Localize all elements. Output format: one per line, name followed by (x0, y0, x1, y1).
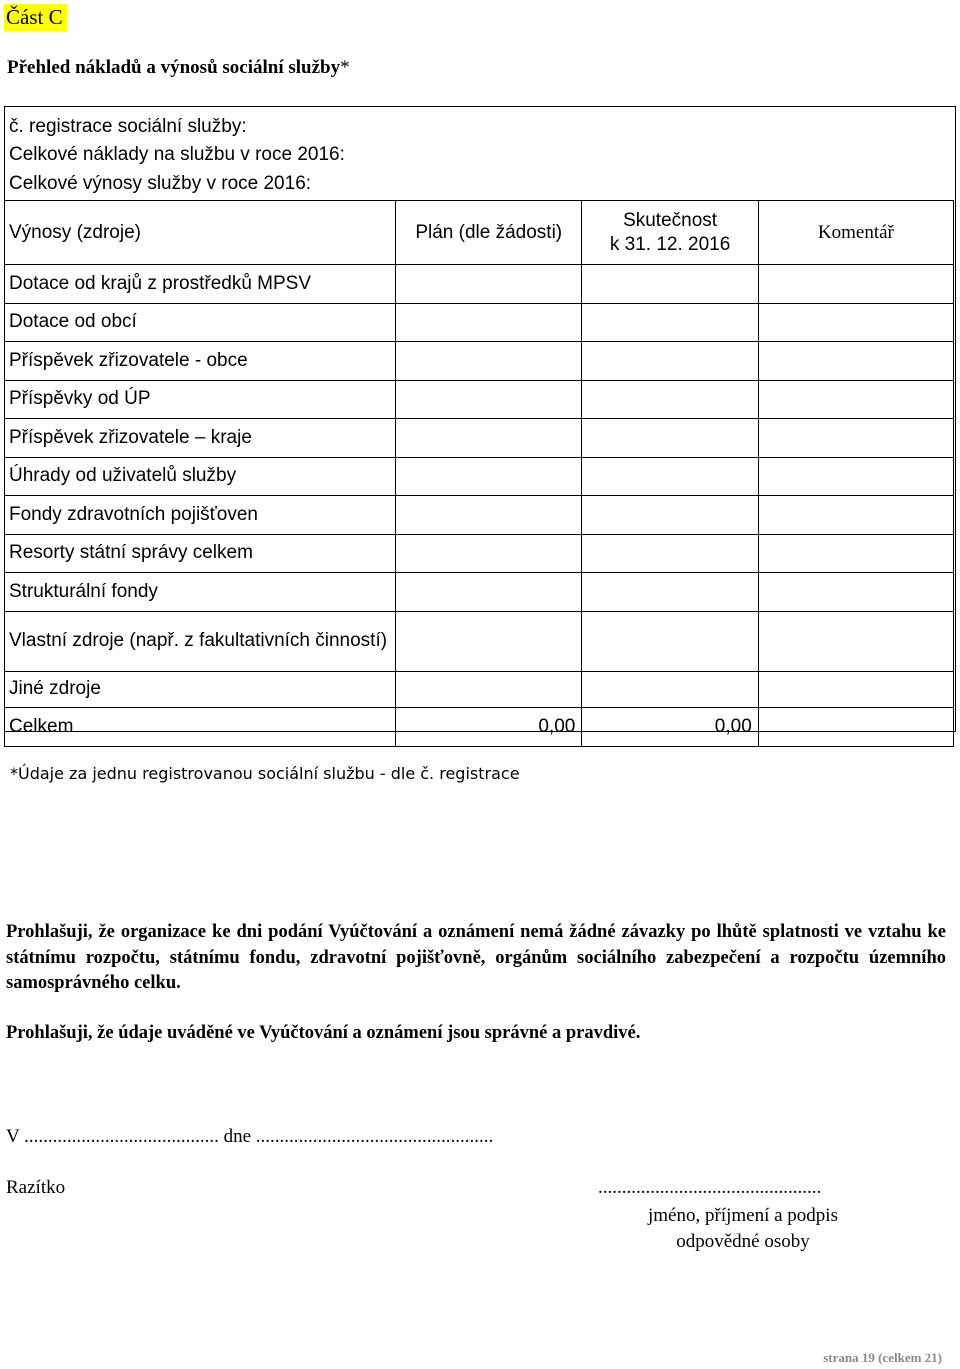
header-plan: Plán (dle žádosti) (396, 201, 582, 265)
table-row (5, 671, 954, 707)
signature-caption-line1: jméno, příjmení a podpis (648, 1205, 838, 1226)
plan-cell[interactable] (396, 671, 582, 707)
plan-cell[interactable] (396, 496, 582, 535)
plan-cell[interactable] (396, 265, 582, 304)
signature-caption-line2: odpovědné osoby (676, 1231, 810, 1252)
header-actual-line2: k 31. 12. 2016 (609, 233, 731, 255)
comment-cell[interactable] (758, 457, 953, 496)
comment-cell[interactable] (758, 265, 953, 304)
plan-cell[interactable] (396, 573, 582, 612)
header-actual-line1: Skutečnost (623, 209, 718, 231)
table-row (5, 303, 954, 342)
row-label: Dotace od krajů z prostředků MPSV (5, 265, 396, 304)
actual-cell[interactable] (582, 419, 758, 458)
comment-cell[interactable] (758, 534, 953, 573)
table-row (5, 380, 954, 419)
page-title-text: Přehled nákladů a výnosů sociální služby (7, 57, 341, 78)
plan-cell[interactable] (396, 457, 582, 496)
table-row (5, 342, 954, 381)
page-number: strana 19 (celkem 21) (823, 1350, 942, 1365)
table-row (5, 496, 954, 535)
part-label: Část C (4, 4, 67, 31)
table-row (5, 573, 954, 612)
row-label: Úhrady od uživatelů služby (5, 457, 396, 496)
actual-cell[interactable] (582, 342, 758, 381)
registration-number-label: č. registrace sociální služby: (9, 116, 247, 137)
stamp-label: Razítko (6, 1177, 66, 1198)
table-header-row (5, 201, 954, 265)
row-label: Příspěvek zřizovatele - obce (5, 342, 396, 381)
actual-cell[interactable] (582, 534, 758, 573)
total-costs-label: Celkové náklady na službu v roce 2016: (9, 144, 345, 165)
total-plan-value: 0,00 (396, 707, 582, 746)
comment-cell[interactable] (758, 303, 953, 342)
row-label: Strukturální fondy (5, 573, 396, 612)
actual-cell[interactable] (582, 611, 758, 671)
declaration-obligations: Prohlašuji, že organizace ke dni podání Vyúčtování a oznámení nemá žádné závazky po lhůtě splatnosti ve vztahu ke státnímu rozpočtu, státnímu fondu, zdravotní pojišťovně, orgánům sociálního zabezpečení a rozpočtu územního samosprávného celku. (6, 922, 946, 993)
row-label: Fondy zdravotních pojišťoven (5, 496, 396, 535)
row-label: Příspěvek zřizovatele – kraje (5, 419, 396, 458)
row-label: Dotace od obcí (5, 303, 396, 342)
total-label: Celkem (5, 707, 396, 746)
total-actual-value: 0,00 (582, 707, 758, 746)
footnote: *Údaje za jednu registrovanou sociální službu - dle č. registrace (10, 764, 520, 783)
comment-cell[interactable] (758, 342, 953, 381)
comment-cell[interactable] (758, 611, 953, 671)
actual-cell[interactable] (582, 496, 758, 535)
actual-cell[interactable] (582, 303, 758, 342)
table-row (5, 419, 954, 458)
actual-cell[interactable] (582, 573, 758, 612)
total-revenues-label: Celkové výnosy služby v roce 2016: (9, 173, 312, 194)
revenue-table (4, 200, 954, 747)
page-title (7, 56, 350, 80)
plan-cell[interactable] (396, 534, 582, 573)
comment-cell[interactable] (758, 671, 953, 707)
header-comment: Komentář (758, 201, 953, 265)
header-sources: Výnosy (zdroje) (5, 201, 396, 265)
actual-cell[interactable] (582, 265, 758, 304)
table-total-row (5, 707, 954, 746)
comment-cell[interactable] (758, 380, 953, 419)
plan-cell[interactable] (396, 419, 582, 458)
row-label: Příspěvky od ÚP (5, 380, 396, 419)
comment-cell[interactable] (758, 496, 953, 535)
comment-cell[interactable] (758, 573, 953, 612)
report-form (4, 106, 956, 737)
plan-cell[interactable] (396, 303, 582, 342)
declaration-truthfulness: Prohlašuji, že údaje uváděné ve Vyúčtování a oznámení jsou správné a pravdivé. (6, 1023, 641, 1043)
total-comment-cell[interactable] (758, 707, 953, 746)
plan-cell[interactable] (396, 611, 582, 671)
plan-cell[interactable] (396, 380, 582, 419)
signature-caption (600, 1203, 886, 1255)
signature-line: ............................................... (598, 1177, 822, 1198)
table-row (5, 265, 954, 304)
actual-cell[interactable] (582, 671, 758, 707)
header-actual (582, 201, 758, 265)
table-row (5, 611, 954, 671)
row-label: Jiné zdroje (5, 671, 396, 707)
plan-cell[interactable] (396, 342, 582, 381)
row-label: Vlastní zdroje (např. z fakultativních činností) (5, 611, 396, 671)
actual-cell[interactable] (582, 457, 758, 496)
comment-cell[interactable] (758, 419, 953, 458)
table-row (5, 457, 954, 496)
footnote-marker: * (340, 57, 350, 78)
row-label: Resorty státní správy celkem (5, 534, 396, 573)
actual-cell[interactable] (582, 380, 758, 419)
place-date-line: V ......................................... dne .................................................. (6, 1126, 494, 1147)
table-row (5, 534, 954, 573)
